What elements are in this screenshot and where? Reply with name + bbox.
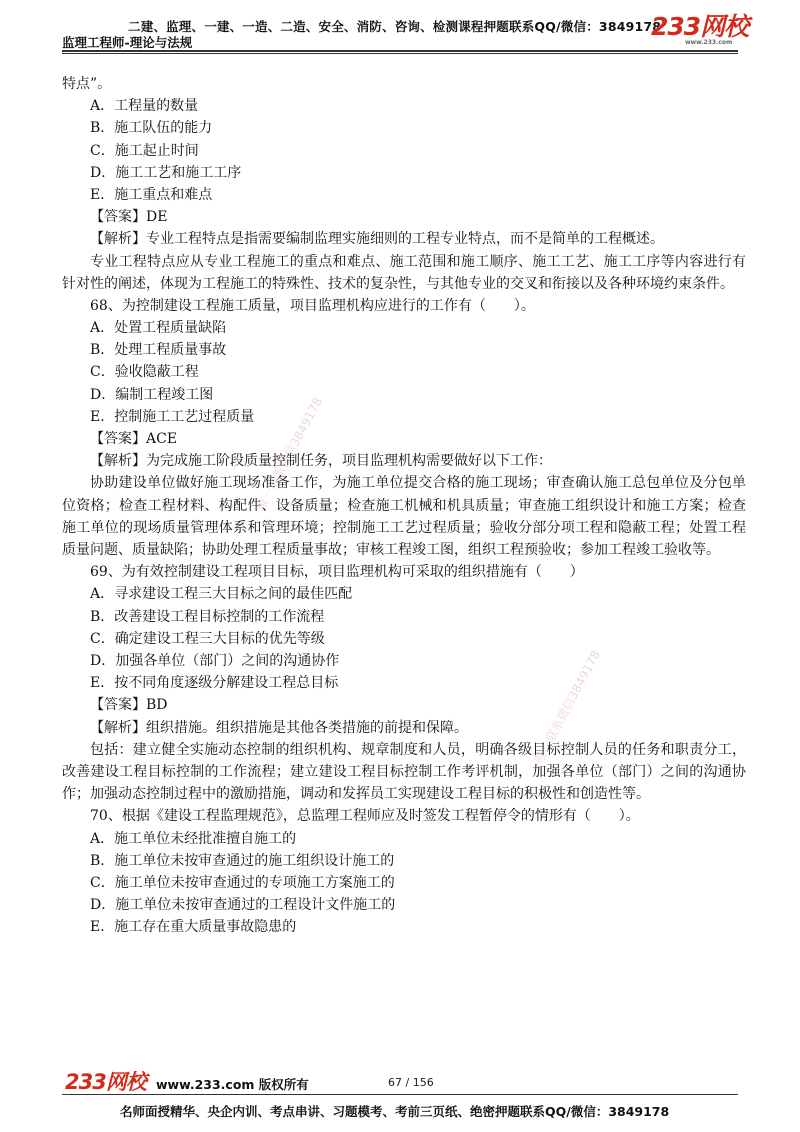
q69-analysis-body: 包括：建立健全实施动态控制的组织机构、规章制度和人员，明确各级目标控制人员的任务和职责分工，改善建设工程目标控制的工作流程；建立建设工程目标控制工作考评机制，加强各单位（部门）之间的沟通协作；加强动态控制过程中的激励措施，调动和发挥员工实现建设工程目标的积极性和创造性等。 (62, 741, 746, 803)
q67-option-d: D．施工工艺和施工工序 (90, 164, 242, 181)
page-footer (0, 1060, 800, 1132)
q70-stem: 70、根据《建设工程监理规范》，总监理工程师应及时签发工程暂停令的情形有（ ）。 (90, 808, 640, 825)
header-subtitle: 监理工程师-理论与法规 (62, 35, 193, 50)
q69-analysis: 【解析】组织措施。组织措施是其他各类措施的前提和保障。 (90, 719, 468, 736)
q70-option-c: C．施工单位未按审查通过的专项施工方案施工的 (90, 874, 395, 891)
footer-divider (62, 1094, 738, 1095)
q68-option-c: C．验收隐蔽工程 (90, 364, 199, 381)
header-promo-text: 二建、监理、一建、一造、二造、安全、消防、咨询、检测课程押题联系QQ/微信：3849178 (128, 19, 662, 34)
q68-option-d: D．编制工程竣工图 (90, 386, 214, 403)
document-body (62, 73, 746, 938)
q68-answer: 【答案】ACE (90, 431, 178, 448)
brand-logo-url: www.233.com (685, 39, 733, 46)
brand-logo-text: 233网校 (651, 12, 749, 41)
q69-option-e: E．按不同角度逐级分解建设工程总目标 (90, 675, 339, 692)
header-divider (62, 50, 738, 52)
q67-option-e: E．施工重点和难点 (90, 186, 213, 203)
q68-option-e: E．控制施工工艺过程质量 (90, 408, 255, 425)
q70-option-e: E．施工存在重大质量事故隐患的 (90, 919, 297, 936)
header-divider-thin (62, 53, 738, 54)
q68-analysis: 【解析】为完成施工阶段质量控制任务，项目监理机构需要做好以下工作： (90, 453, 552, 470)
continuation-text: 特点”。 (62, 76, 112, 92)
q70-option-b: B．施工单位未按审查通过的施工组织设计施工的 (90, 852, 395, 869)
question-69-block (62, 561, 746, 805)
q69-answer: 【答案】BD (90, 697, 168, 714)
q67-option-c: C．施工起止时间 (90, 142, 199, 159)
q69-option-d: D．加强各单位（部门）之间的沟通协作 (90, 652, 340, 669)
q67-analysis: 【解析】专业工程特点是指需要编制监理实施细则的工程专业特点，而不是简单的工程概述。 (90, 231, 664, 248)
q69-option-c: C．确定建设工程三大目标的优先等级 (90, 630, 325, 647)
page-header (0, 0, 800, 56)
question-68-block (62, 295, 746, 561)
q70-option-a: A．施工单位未经批准擅自施工的 (90, 830, 297, 847)
q67-option-b: B．施工队伍的能力 (90, 120, 213, 137)
q67-answer: 【答案】DE (90, 209, 168, 226)
page-number: 67 / 156 (388, 1076, 434, 1089)
footer-promo-text: 名师面授精华、央企内训、考点串讲、习题模考、考前三页纸、绝密押题联系QQ/微信：3849178 (120, 1104, 670, 1119)
q69-option-a: A．寻求建设工程三大目标之间的最佳匹配 (90, 586, 353, 603)
q67-option-a: A．工程量的数量 (90, 98, 199, 115)
q69-stem: 69、为有效控制建设工程项目目标，项目监理机构可采取的组织措施有（ ） (90, 564, 584, 581)
question-67-block (62, 95, 746, 295)
q68-stem: 68、为控制建设工程施工质量，项目监理机构应进行的工作有（ ）。 (90, 297, 535, 314)
watermark-lower: 唯一联系微信3849178 (531, 648, 604, 766)
q68-option-a: A．处置工程质量缺陷 (90, 320, 227, 337)
footer-copyright: www.233.com 版权所有 (156, 1077, 309, 1092)
q69-option-b: B．改善建设工程目标控制的工作流程 (90, 608, 325, 625)
brand-logo (651, 12, 749, 46)
q70-option-d: D．施工单位未按审查通过的工程设计文件施工的 (90, 897, 396, 914)
question-70-block (62, 805, 746, 938)
q67-analysis-body: 专业工程特点应从专业工程施工的重点和难点、施工范围和施工顺序、施工工艺、施工工序等内容进行有针对性的阐述，体现为工程施工的特殊性、技术的复杂性，与其他专业的交叉和衔接以及各种环境约束条件。 (62, 253, 746, 292)
q68-option-b: B．处理工程质量事故 (90, 342, 227, 359)
footer-brand-logo: 233网校 (65, 1070, 146, 1094)
watermark-upper: 唯一联系微信3849178 (253, 395, 326, 513)
q68-analysis-body: 协助建设单位做好施工现场准备工作，为施工单位提交合格的施工现场；审查确认施工总包单位及分包单位资格；检查工程材料、构配件、设备质量；检查施工机械和机具质量；审查施工组织设计和施工方案；检查施工单位的现场质量管理体系和管理环境；控制施工工艺过程质量；验收分部分项工程和隐蔽工程；处置工程质量问题、质量缺陷；协助处理工程质量事故；审核工程竣工图，组织工程预验收；参加工程竣工验收等。 (62, 475, 746, 559)
